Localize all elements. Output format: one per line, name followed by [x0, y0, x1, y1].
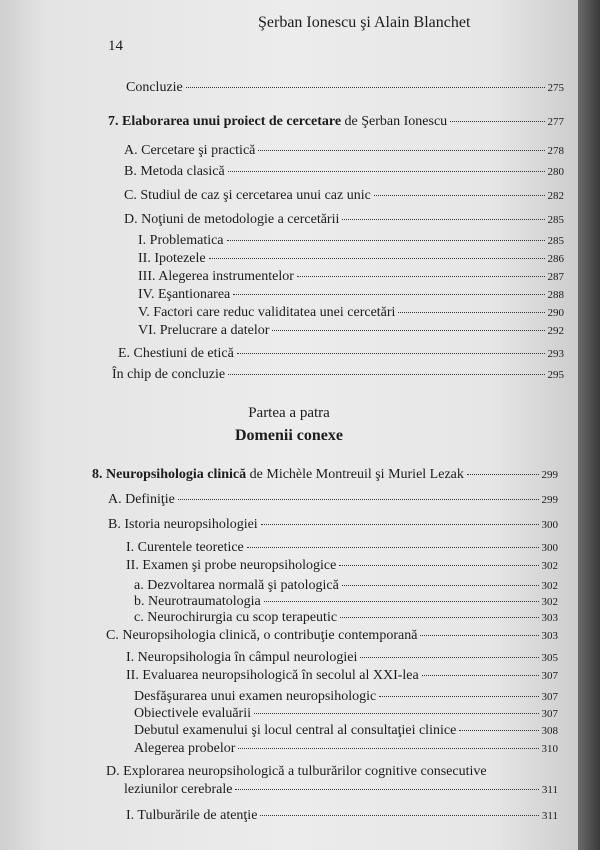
toc-entry[interactable]: III. Alegerea instrumentelor 287 — [138, 269, 564, 284]
toc-entry[interactable]: A. Definiţie 299 — [108, 492, 558, 507]
toc-entry[interactable]: Alegerea probelor 310 — [134, 741, 558, 756]
toc-entry[interactable]: Debutul examenului şi locul central al consultaţiei clinice 308 — [134, 723, 558, 738]
toc-entry[interactable]: a. Dezvoltarea normală şi patologică 302 — [134, 578, 558, 593]
toc-entry[interactable]: II. Evaluarea neuropsihologică în secolul al XXI-lea 307 — [126, 668, 558, 683]
toc-entry[interactable]: b. Neurotraumatologia 302 — [134, 594, 558, 609]
toc-entry[interactable]: IV. Eşantionarea 288 — [138, 287, 564, 302]
part-title: Partea a patra — [248, 405, 330, 421]
toc-entry[interactable]: II. Ipotezele 286 — [138, 251, 564, 266]
toc-entry[interactable]: c. Neurochirurgia cu scop terapeutic 303 — [134, 610, 558, 625]
page-number: 14 — [108, 38, 123, 54]
toc-entry[interactable]: I. Tulburările de atenţie 311 — [126, 808, 558, 823]
toc-entry[interactable]: Concluzie 275 — [126, 80, 564, 95]
toc-entry[interactable]: B. Metoda clasică 280 — [124, 164, 564, 179]
running-header: Şerban Ionescu şi Alain Blanchet — [258, 14, 471, 31]
page-edge-shadow — [578, 0, 600, 850]
toc-entry[interactable]: D. Explorarea neuropsihologică a tulburărilor cognitive consecutive — [106, 764, 487, 779]
toc-entry[interactable]: În chip de concluzie 295 — [112, 367, 564, 382]
toc-entry[interactable]: II. Examen şi probe neuropsihologice 302 — [126, 558, 558, 573]
toc-entry[interactable]: I. Curentele teoretice 300 — [126, 540, 558, 555]
part-subtitle: Domenii conexe — [235, 427, 343, 444]
toc-entry[interactable]: Desfăşurarea unui examen neuropsihologic 307 — [134, 689, 558, 704]
toc-entry[interactable]: leziunilor cerebrale 311 — [124, 782, 558, 797]
toc-entry[interactable]: VI. Prelucrare a datelor 292 — [138, 323, 564, 338]
toc-entry[interactable]: V. Factori care reduc validitatea unei cercetări 290 — [138, 305, 564, 320]
toc-entry[interactable]: Obiectivele evaluării 307 — [134, 706, 558, 721]
toc-entry[interactable]: E. Chestiuni de etică 293 — [118, 346, 564, 361]
toc-chapter-7[interactable]: 7. Elaborarea unui proiect de cercetare de Şerban Ionescu 277 — [108, 114, 564, 129]
toc-entry[interactable]: D. Noţiuni de metodologie a cercetării 285 — [124, 212, 564, 227]
toc-entry[interactable]: C. Studiul de caz şi cercetarea unui caz unic 282 — [124, 188, 564, 203]
toc-entry[interactable]: C. Neuropsihologia clinică, o contribuţie contemporană 303 — [106, 628, 558, 643]
toc-entry[interactable]: I. Problematica 285 — [138, 233, 564, 248]
toc-chapter-8[interactable]: 8. Neuropsihologia clinică de Michèle Montreuil şi Muriel Lezak 299 — [92, 467, 558, 482]
toc-entry[interactable]: I. Neuropsihologia în câmpul neurologiei 305 — [126, 650, 558, 665]
toc-entry[interactable]: A. Cercetare şi practică 278 — [124, 143, 564, 158]
toc-entry[interactable]: B. Istoria neuropsihologiei 300 — [108, 517, 558, 532]
